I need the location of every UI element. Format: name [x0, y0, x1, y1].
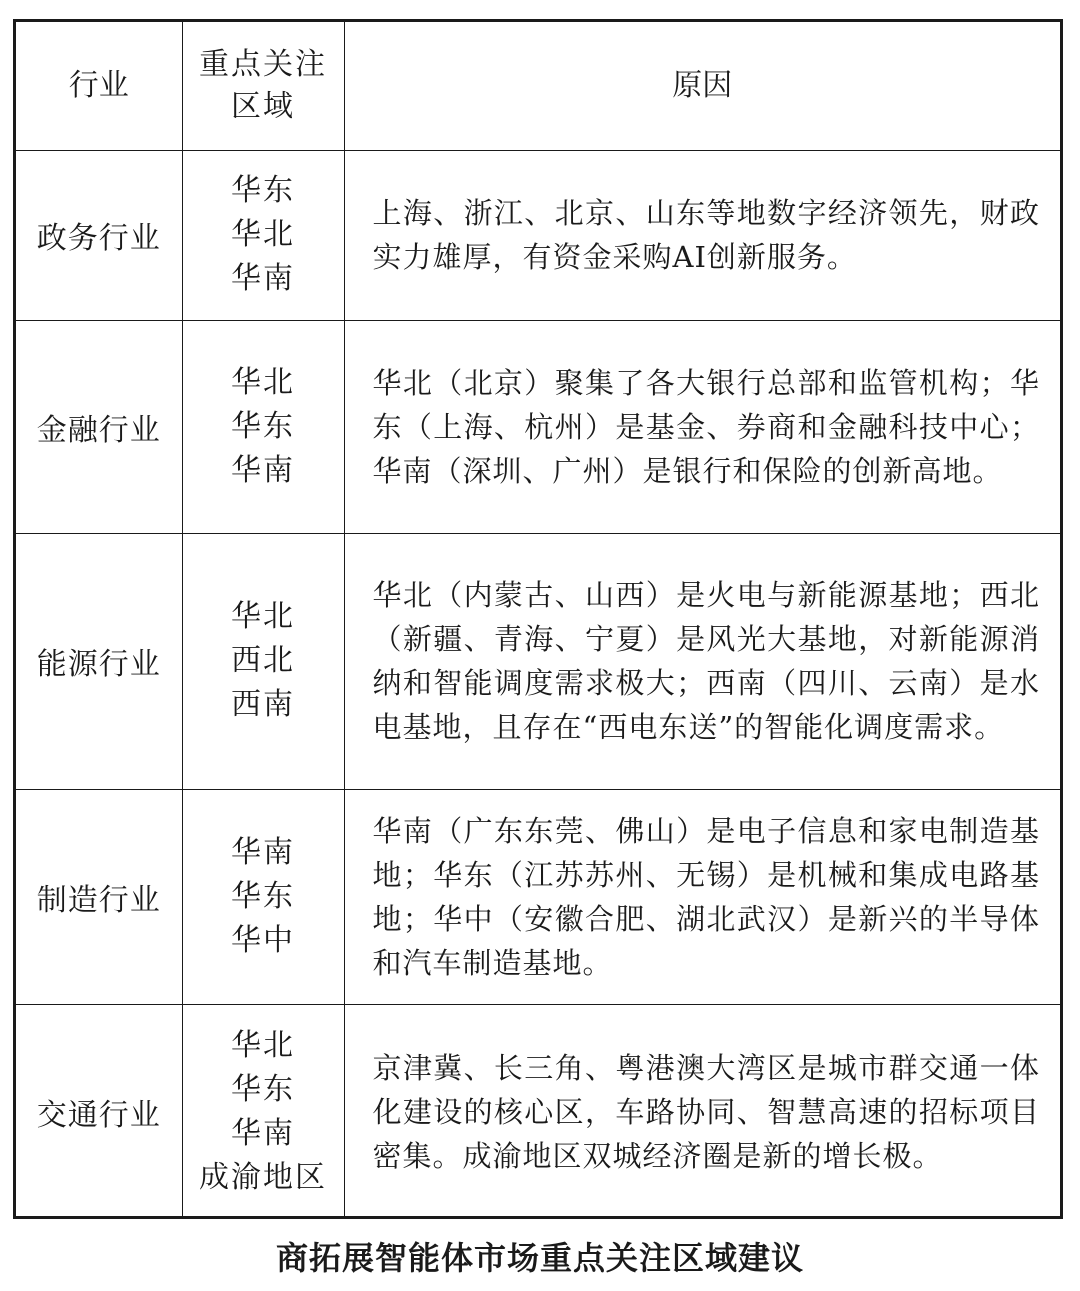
- header-region-line1: 重点关注: [199, 46, 327, 82]
- table-row: [16, 320, 1060, 533]
- regions-cell: [182, 150, 344, 320]
- region-item: 华北: [231, 599, 295, 634]
- industry-cell: 交通行业: [16, 1004, 182, 1219]
- table-caption: 商拓展智能体市场重点关注区域建议: [275, 1239, 804, 1277]
- industry-cell: 政务行业: [16, 150, 182, 320]
- table-row: [16, 789, 1060, 1004]
- table-row: [16, 1004, 1060, 1219]
- table-row: [16, 533, 1060, 789]
- header-region-line2: 区域: [231, 88, 295, 124]
- region-item: 华北: [231, 364, 295, 400]
- region-item: 华东: [231, 1071, 295, 1107]
- region-item: 华南: [231, 261, 295, 296]
- region-item: 华南: [231, 1115, 295, 1151]
- region-item: 成渝地区: [199, 1159, 327, 1195]
- header-reason: 原因: [344, 22, 1060, 150]
- header-region: [182, 22, 344, 150]
- reason-cell: 京津冀、长三角、粤港澳大湾区是城市群交通一体化建设的核心区，车路协同、智慧高速的招标项目密集。成渝地区双城经济圈是新的增长极。: [344, 1004, 1060, 1219]
- region-item: 华北: [231, 217, 295, 252]
- region-item: 华北: [231, 1027, 295, 1063]
- region-item: 华南: [231, 452, 295, 488]
- region-table: [16, 22, 1060, 1219]
- regions-cell: [182, 320, 344, 533]
- reason-cell: 华北（北京）聚集了各大银行总部和监管机构；华东（上海、杭州）是基金、券商和金融科技中心；华南（深圳、广州）是银行和保险的创新高地。: [344, 320, 1060, 533]
- region-table-frame: [13, 19, 1063, 1219]
- industry-cell: 金融行业: [16, 320, 182, 533]
- regions-cell: [182, 1004, 344, 1219]
- regions-cell: [182, 533, 344, 789]
- region-item: 西南: [231, 687, 295, 722]
- industry-cell: 制造行业: [16, 789, 182, 1004]
- reason-cell: 华南（广东东莞、佛山）是电子信息和家电制造基地；华东（江苏苏州、无锡）是机械和集成电路基地；华中（安徽合肥、湖北武汉）是新兴的半导体和汽车制造基地。: [344, 789, 1060, 1004]
- region-item: 华东: [231, 173, 295, 208]
- table-row: [16, 150, 1060, 320]
- table-header-row: [16, 22, 1060, 150]
- region-item: 华东: [231, 408, 295, 444]
- regions-cell: [182, 789, 344, 1004]
- region-item: 华中: [231, 922, 295, 958]
- reason-cell: 华北（内蒙古、山西）是火电与新能源基地；西北（新疆、青海、宁夏）是风光大基地，对新能源消纳和智能调度需求极大；西南（四川、云南）是水电基地，且存在“西电东送”的智能化调度需求。: [344, 533, 1060, 789]
- header-industry: 行业: [16, 22, 182, 150]
- region-item: 华东: [231, 878, 295, 914]
- region-item: 西北: [231, 643, 295, 678]
- reason-cell: 上海、浙江、北京、山东等地数字经济领先，财政实力雄厚，有资金采购AI创新服务。: [344, 150, 1060, 320]
- industry-cell: 能源行业: [16, 533, 182, 789]
- region-item: 华南: [231, 834, 295, 870]
